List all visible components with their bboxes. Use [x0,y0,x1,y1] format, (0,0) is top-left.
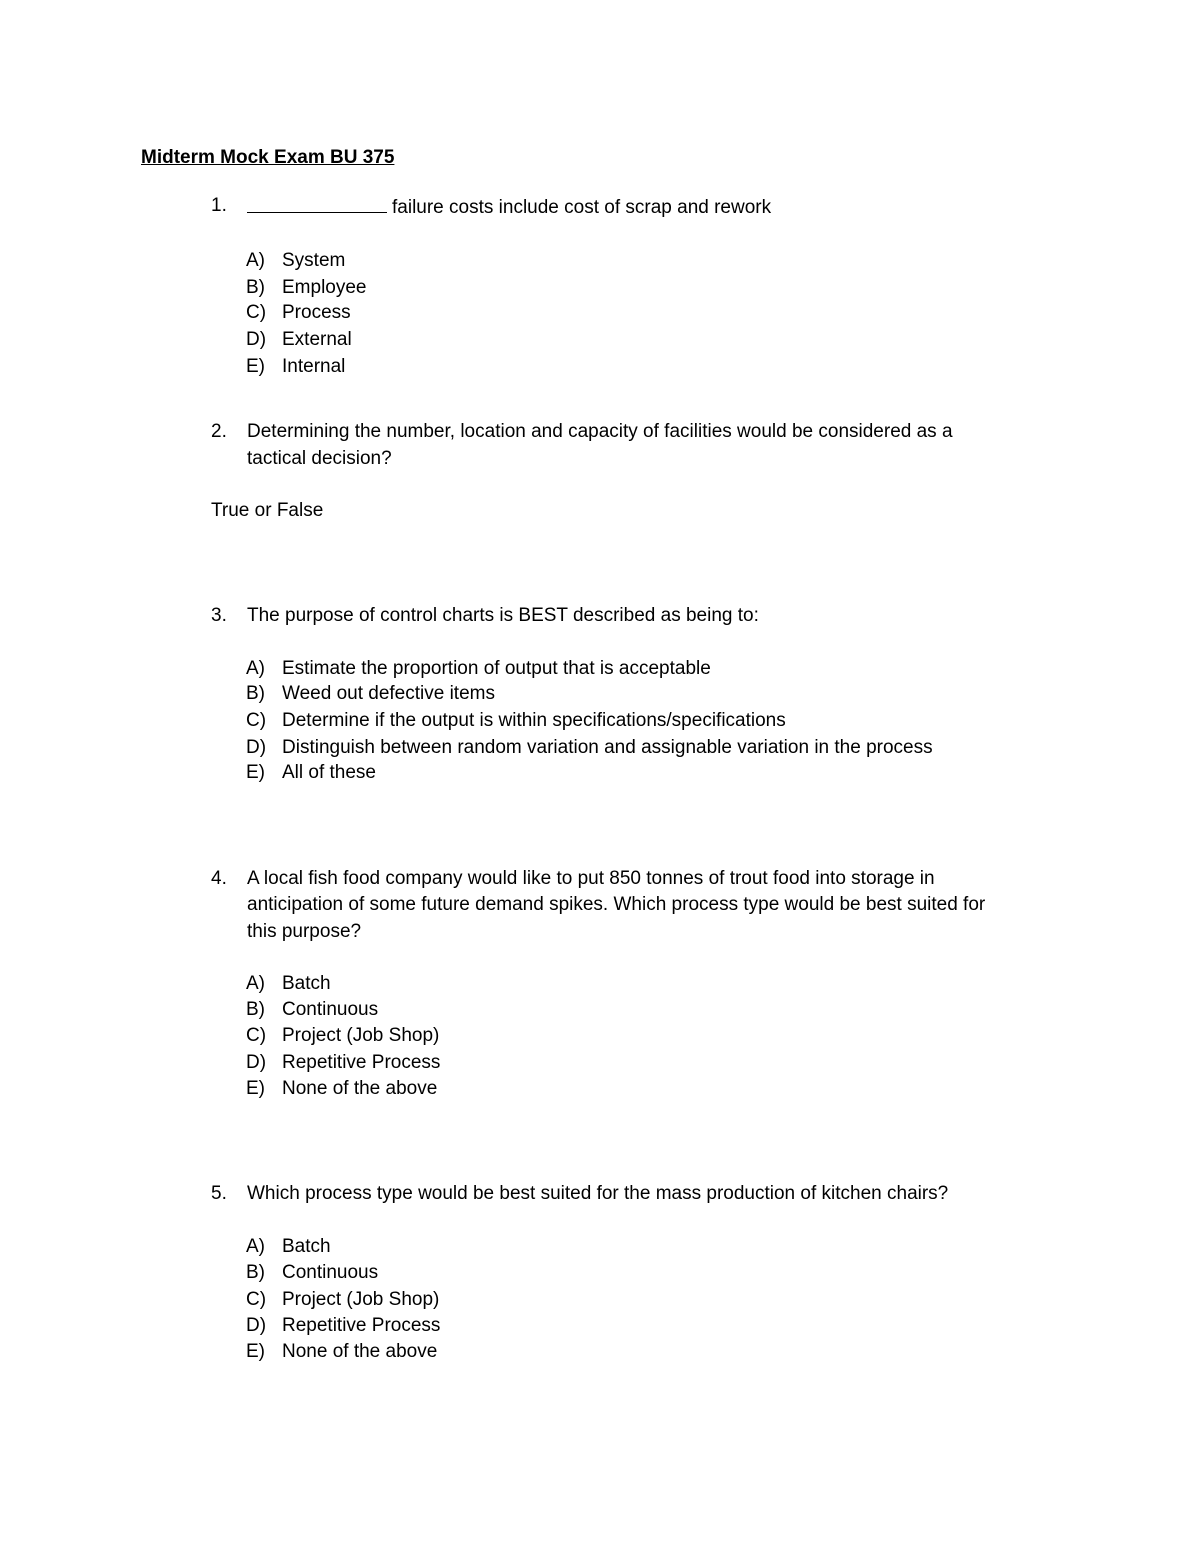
option-letter: B) [246,683,265,704]
question-number: 1. [211,195,227,216]
question-text: failure costs include cost of scrap and rework [392,197,772,218]
option-text: Continuous [282,1262,379,1283]
question-number: 5. [211,1183,227,1204]
option-letter: B) [246,999,265,1020]
option-letter: C) [246,302,267,323]
option-letter: D) [246,737,267,758]
option-letter: A) [246,250,265,271]
answer-blank [247,194,387,213]
option-text: None of the above [282,1078,438,1099]
option-text: Continuous [282,999,379,1020]
option-text: Batch [282,1236,331,1257]
option-text: Batch [282,973,331,994]
option-letter: A) [246,1236,265,1257]
question-text-continued: this purpose? [247,921,362,942]
option-text: Distinguish between random variation and assignable variation in the process [282,737,933,758]
option-letter: C) [246,1289,267,1310]
answer-format: True or False [211,500,324,521]
option-letter: A) [246,973,265,994]
option-text: System [282,250,346,271]
option-text: None of the above [282,1341,438,1362]
question-text-continued: tactical decision? [247,448,392,469]
question-number: 2. [211,421,227,442]
option-letter: E) [246,1078,265,1099]
option-text: Repetitive Process [282,1315,441,1336]
option-text: Determine if the output is within specifications/specifications [282,710,786,731]
option-letter: B) [246,277,265,298]
option-letter: B) [246,1262,265,1283]
option-letter: D) [246,1315,267,1336]
option-letter: C) [246,1025,267,1046]
question-text: A local fish food company would like to put 850 tonnes of trout food into storage in [247,868,935,889]
option-text: Repetitive Process [282,1052,441,1073]
option-text: Weed out defective items [282,683,495,704]
option-letter: D) [246,1052,267,1073]
question-text-continued: anticipation of some future demand spikes. Which process type would be best suited for [247,894,986,915]
question-number: 4. [211,868,227,889]
option-letter: D) [246,329,267,350]
question-number: 3. [211,605,227,626]
option-text: All of these [282,762,376,783]
option-letter: E) [246,1341,265,1362]
option-letter: C) [246,710,267,731]
question-text: Which process type would be best suited for the mass production of kitchen chairs? [247,1183,949,1204]
option-letter: A) [246,658,265,679]
option-letter: E) [246,762,265,783]
option-text: Project (Job Shop) [282,1289,440,1310]
option-text: Project (Job Shop) [282,1025,440,1046]
option-letter: E) [246,356,265,377]
option-text: External [282,329,352,350]
option-text: Employee [282,277,367,298]
option-text: Process [282,302,351,323]
question-text: The purpose of control charts is BEST described as being to: [247,605,759,626]
option-text: Estimate the proportion of output that is acceptable [282,658,711,679]
question-text: Determining the number, location and capacity of facilities would be considered as a [247,421,953,442]
page-title: Midterm Mock Exam BU 375 [141,147,395,168]
option-text: Internal [282,356,346,377]
